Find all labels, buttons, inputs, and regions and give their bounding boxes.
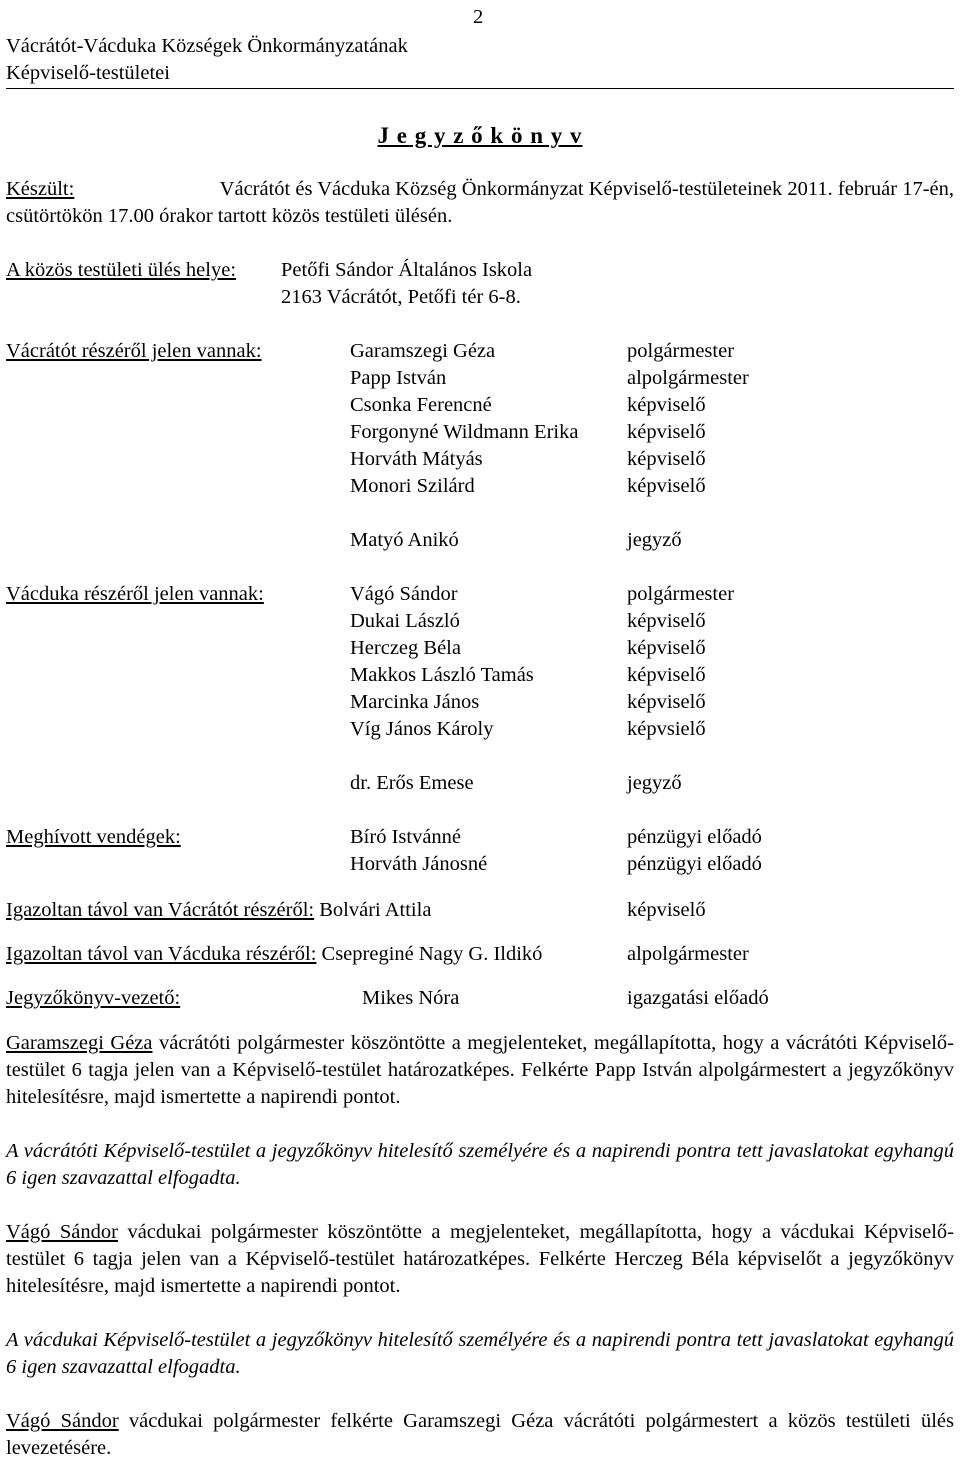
absent-vacduka-row: [6, 941, 542, 968]
recorder-role: igazgatási előadó: [627, 987, 769, 1009]
member-name: Dukai László: [350, 610, 460, 632]
paragraph-4: A vácdukai Képviselő-testület a jegyzőkönyv hitelesítő személyére és a napirendi pontra tett javaslatokat egyhangú 6 igen szavazattal elfogadta.: [6, 1329, 954, 1378]
member-role: polgármester: [627, 340, 735, 362]
absent-vacduka-label: Igazoltan távol van Vácduka részéről:: [6, 943, 317, 965]
absent-vacduka-name: Csepreginé Nagy G. Ildikó: [321, 943, 543, 965]
header-divider: [6, 88, 954, 89]
absent-vacduka-role: alpolgármester: [627, 943, 749, 965]
absent-vacratot-name: Bolvári Attila: [319, 899, 432, 921]
member-name: Makkos László Tamás: [350, 664, 534, 686]
member-name: Horváth Mátyás: [350, 448, 483, 470]
member-name: Csonka Ferencné: [350, 394, 492, 416]
member-role: képviselő: [627, 475, 706, 497]
paragraph-1: [6, 1030, 954, 1111]
location-line1: Petőfi Sándor Általános Iskola: [281, 259, 533, 281]
member-role: képviselő: [627, 691, 706, 713]
recorder-name: Mikes Nóra: [362, 987, 460, 1009]
guest-name: Bíró Istvánné: [350, 826, 462, 848]
page-number: 2: [473, 6, 484, 28]
paragraph-3: [6, 1219, 954, 1300]
location-line2: 2163 Vácrátót, Petőfi tér 6-8.: [281, 286, 521, 308]
member-role: képviselő: [627, 610, 706, 632]
member-role: polgármester: [627, 583, 735, 605]
intro-text1: Vácrátót és Vácduka Község Önkormányzat Képviselő-testületeinek 2011. február 17-én,: [219, 178, 954, 200]
member-name: Monori Szilárd: [350, 475, 475, 497]
member-role: képviselő: [627, 421, 706, 443]
guest-name: Horváth Jánosné: [350, 853, 488, 875]
paragraph-1-text: vácrátóti polgármester köszöntötte a megjelenteket, megállapította, hogy a vácrátóti Képviselő-testület 6 tagja jelen van a Képviselő-testület határozatképes. Felkérte Papp István alpolgármestert a jegyzőkönyv hitelesítésre, majd ismertette a napirendi pontot.: [6, 1032, 954, 1108]
vacduka-label: Vácduka részéről jelen vannak:: [6, 583, 264, 605]
intro-line1: [6, 176, 954, 203]
notary-name: dr. Erős Emese: [350, 772, 474, 794]
notary-name: Matyó Anikó: [350, 529, 459, 551]
absent-vacratot-label: Igazoltan távol van Vácrátót részéről:: [6, 899, 315, 921]
notary-role: jegyző: [627, 529, 682, 551]
paragraph-5: [6, 1408, 954, 1462]
recorder-label: Jegyzőkönyv-vezető:: [6, 987, 181, 1009]
guest-role: pénzügyi előadó: [627, 826, 762, 848]
document-title: J e g y z ő k ö n y v: [377, 123, 583, 148]
paragraph-3-text: vácdukai polgármester köszöntötte a megjelenteket, megállapította, hogy a vácdukai Képviselő-testület 6 tagja jelen van a Képviselő-testület határozatképes. Felkérte Herczeg Béla képviselőt a jegyzőkönyv hitelesítésre, majd ismertette a napirendi pontot.: [6, 1221, 954, 1297]
absent-vacratot-role: képviselő: [627, 899, 706, 921]
member-role: alpolgármester: [627, 367, 749, 389]
member-role: képviselő: [627, 394, 706, 416]
absent-vacratot-row: [6, 897, 431, 924]
member-name: Herczeg Béla: [350, 637, 461, 659]
intro-label: Készült:: [6, 178, 75, 200]
paragraph-2: A vácrátóti Képviselő-testület a jegyzőkönyv hitelesítő személyére és a napirendi pontra tett javaslatokat egyhangú 6 igen szavazattal elfogadta.: [6, 1140, 954, 1189]
member-name: Vágó Sándor: [350, 583, 458, 605]
member-name: Papp István: [350, 367, 447, 389]
paragraph-5-name: Vágó Sándor: [6, 1410, 119, 1432]
header-title-line2: Képviselő-testületei: [6, 62, 170, 84]
member-role: képviselő: [627, 637, 706, 659]
member-name: Forgonyné Wildmann Erika: [350, 421, 579, 443]
notary-role: jegyző: [627, 772, 682, 794]
member-role: képviselő: [627, 664, 706, 686]
paragraph-3-name: Vágó Sándor: [6, 1221, 118, 1243]
member-name: Garamszegi Géza: [350, 340, 496, 362]
vacratot-label: Vácrátót részéről jelen vannak:: [6, 340, 262, 362]
member-name: Marcinka János: [350, 691, 480, 713]
member-role: képviselő: [627, 448, 706, 470]
guests-label: Meghívott vendégek:: [6, 826, 181, 848]
intro-line2: csütörtökön 17.00 órakor tartott közös testületi ülésén.: [6, 205, 453, 227]
guest-role: pénzügyi előadó: [627, 853, 762, 875]
location-label: A közös testületi ülés helye:: [6, 259, 237, 281]
paragraph-5-text: vácdukai polgármester felkérte Garamszegi Géza vácrátóti polgármestert a közös testületi ülés levezetésére.: [6, 1410, 954, 1459]
member-role: képvsielő: [627, 718, 706, 740]
paragraph-1-name: Garamszegi Géza: [6, 1032, 153, 1054]
member-name: Víg János Károly: [350, 718, 494, 740]
header-title-line1: Vácrátót-Vácduka Községek Önkormányzatának: [6, 35, 408, 57]
